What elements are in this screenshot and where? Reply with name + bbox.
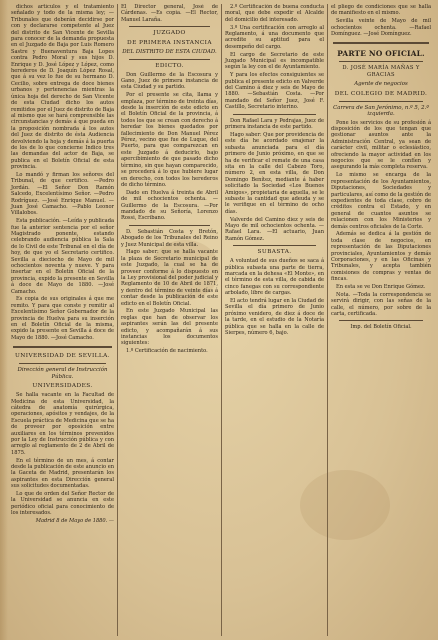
author-title: Agente de negocios [354, 81, 408, 88]
divider [233, 114, 316, 115]
paragraph: el pliego de condiciones que se halla de manifiesto en el mismo. [331, 4, 431, 17]
printer-line: Imp. del Boletín Oficial. [350, 324, 412, 331]
column-2 [118, 4, 222, 636]
paragraph: Don Rafael Lara y Pedrajas, Juez de primera instancia de este partido. [225, 117, 324, 131]
divider [129, 225, 210, 226]
section-subheading: DEL DISTRITO DE ESTA CIUDAD. [122, 49, 217, 56]
divider [19, 363, 106, 364]
paragraph: En el término de un mes, á contar desde la publicación de este anuncio en la Gaceta de Madrid, presentarán los aspirantes en esta Dirección general sus solicitudes documentadas. [11, 457, 115, 490]
divider [339, 320, 423, 321]
paragraph: Por el presente se cita, llama y emplaza, por término de treinta días, desde la inserción de este edicto en el Boletín Oficial de la provincia, á todos los que se crean con derecho á heredar los bienes quedados por fallecimiento de Don Manuel Pérez Pérez, vecino que fue de Luque, del Puerto, para que comparezcan en este Juzgado á deducirlo, bajo apercibimiento de que pasado dicho término, sin que hayan comparecido, se procederá á lo que hubiere lugar en derecho, con todos los herederos de dicho término. [121, 92, 218, 188]
paragraph: Hago saber: que se halla vacante la plaza de Secretario municipal de este Juzgado, la cual se ha de proveer conforme á lo dispuesto en la Ley provisional del poder judicial y Reglamento de 10 de Abril de 1871, y dentro del término de veinte días á contar desde la publicación de este edicto en el Boletín Oficial. [121, 249, 218, 307]
section-heading: JUZGADO [153, 30, 186, 37]
paragraph: Dado en Huelva á treinta de Abril de mil ochocientos ochenta. —Guillermo de la Escosura. —Por mandado de su Señoría, Lorenzo Rossi, Escribano. [121, 189, 218, 222]
section-subheading: Dirección general de Instrucción Pública. [17, 367, 108, 380]
paragraph: 2.º Certificación de buena conducta moral, que debe expedir el Alcalde del domicilio del interesado. [225, 4, 324, 23]
paragraph: Además se dedica á la gestión de toda clase de negocios, en representación de las Diputaciones provinciales, Ayuntamientos y demás Corporaciones, y en las Oficinas y Tribunales, y acepta también comisiones de compras y ventas de fincas. [331, 231, 431, 283]
paragraph: 1.º Certificación de nacimiento. [126, 348, 208, 355]
paragraph: En esta se ve Don Enrique Gómez. [336, 283, 426, 290]
paragraph: El cargo de Secretario de este Juzgado Municipal es incompatible según la ley con el de Ayuntamiento. [225, 51, 324, 71]
section-heading: PARTE NO OFICIAL. [337, 49, 425, 59]
paragraph: El Director general, José de Cárdenas. —Es copia. —El Rector, Manuel Laraña. [121, 4, 218, 23]
column-4 [328, 4, 434, 636]
section-divider [333, 42, 429, 44]
page-edge-shadow [0, 0, 8, 640]
divider [129, 59, 210, 60]
section-heading: DE PRIMERA INSTANCIA [127, 40, 212, 47]
divider [129, 26, 210, 27]
paragraph: Es copia de sus originales á que me remito. Y para que conste y remitir al Excelentísimo Señor Gobernador de la provincia de Huelva para su inserción en el Boletín Oficial de la misma, expido la presente en Sevilla á doce de Mayo de 1880. —José Camacho. [11, 296, 114, 341]
section-divider [13, 346, 112, 348]
paragraph: Y para los efectos consiguientes se publica el presente edicto en Valverde del Camino á diez y seis de Mayo de 1880. —Sebastián Costa. —Por mandado del Señor Juez, José F. Castillo, Secretario interino. [225, 72, 325, 111]
paragraph: Hago saber: Que por providencia de este día he acordado enajenar la subasta anunciada para el día primero de Junio próximo, en que se ha de verificar el remate de una casa sita en la calle del Cabezo Toro, número 2, en esta villa, de Don Domingo Benítez, mediante á haber solicitado la Sociedad «Los Buenos Amigos», propietaria de aquella, se le subaste la cantidad que adeuda y se le verifique en el término de ocho días. [225, 131, 324, 215]
paragraph: Lo mismo se encarga de la representación de los Ayuntamientos, Diputaciones, Sociedades y particulares, así como de la gestión de expedientes de toda clase, cobro de créditos contra el Estado, y en general de cuantos asuntos se relacionen con los Ministerios y demás centros oficiales de la Corte. [331, 172, 431, 230]
paragraph: Lo que de orden del Señor Rector de la Universidad se anuncia en este periódico oficial para conocimiento de los interesados. [11, 490, 114, 517]
paragraph: Valverde del Camino diez y seis de Mayo de mil ochocientos ochenta. —Rafael Lara. —El actuario, Juan Ramón Gómez. [225, 216, 324, 242]
paragraph: dichos artículos y el tratamiento señalado y todo de la misma ley; —Tribunales que deberán decidirse por con y declararse competente al Juez del distrito de San Vicente de Sevilla para conocer de la demanda propuesta en el Juzgado de Baja por Luis Romero Sastre y Buenaventura Baja Lopes contra Pedro Moral y sus hijos D. Enrique y D. José López y López, como herederos de D. Joaquín López Rosal, que á su vez lo fue de su hermano D. Cecilio, sobre entrega de doce bienes urbanos y pertenencias mientras la única hoja del derecho de San Vicente de esta Ciudad dicho los autos remitidos por el Juez de distrito de Baja al mismo que se hará comprensible las circunstancias y demás á que pueda en la proposición nombrada á los autos del Juez de distrito de ésta Audiencia devolviendo la hoja y demás á la puerta de los de lo que concierne Indico tres las demandas del actor de Baja, se publica en el Boletín Oficial de esta provincia. [11, 4, 114, 171]
author-address: Carrera de San Jerónimo, n.º 5, 2.º izquierda. [333, 104, 429, 118]
paragraph: El acto tendrá lugar en la Ciudad de Sevilla el día primero de Junio próximo venidero, de diez á doce de la tarde, en el estudio de la Notaría pública que se halla en la calle de Sierpes, número 6, bajo. [225, 298, 325, 337]
column-3 [222, 4, 328, 636]
section-heading: SUBASTA. [257, 249, 292, 256]
paragraph: D. Sebastián Costa y Bretón, Abogado de los Tribunales del Reino y Juez Municipal de esta villa. [121, 228, 218, 248]
divider [233, 245, 316, 246]
section-heading: UNIVERSIDADES. [32, 383, 93, 390]
column-1 [8, 4, 118, 636]
author-college: DEL COLEGIO DE MADRID. [334, 90, 428, 97]
paragraph: En este Juzgado Municipal las reglas que han de observar los aspirantes serán las del presente edicto, y acompañarán á sus instancias los documentos siguientes: [121, 308, 218, 347]
paragraph: Lo mandó y firman los señores del Tribunal, de que certifico. —Pedro Jordán. —El Señor Don Ramón Salcedo, Excelentísimo Señor. —Pedro Rodríguez. —José Enrique Manuel. —Juan José Camacho. —Pablo Leonor Villalobos. [11, 171, 114, 217]
paragraph: 3.º Una certificación con arreglo al Reglamento, á una documento que acredite su aptitud para el desempeño del cargo. [225, 24, 324, 50]
divider [339, 101, 423, 102]
paragraph: Nota. —Toda la correspondencia se servirá dirigir, con las señas de la calle, el número, por sobre de la carta, certificada. [331, 291, 431, 317]
paragraph: Se halla vacante en la Facultad de Medicina de esta Universidad, la cátedra de anatomía quirúrgica, operaciones, apósitos y vendajes, de la Escuela práctica de Medicina que se ha de proveer por oposición entre auxiliares en los términos prevenidos por la Ley de Instrucción pública y con arreglo al reglamento de 2 de Abril de 1875. [11, 392, 114, 456]
edict-heading: EDICTO. [155, 62, 184, 69]
text-columns [8, 4, 434, 636]
paragraph: Sevilla veinte de Mayo de mil ochocientos ochenta. —Rafael Domínguez. —José Domínguez. [331, 18, 431, 38]
section-heading: UNIVERSIDAD DE SEVILLA. [15, 353, 110, 360]
date-line: Madrid 8 de Mayo de 1880. — [35, 518, 114, 524]
author-name: D. JOSÉ MARÍA MAÑAS Y GRACIAS [342, 65, 420, 79]
paragraph: Pone los servicios de su profesión á disposición de los que tengan que gestionar asuntos ante la Administración Central, ya sean de carácter civil, militar o eclesiástico, ofreciendo la mayor actividad en los negocios que se le confíen y asegurando la más completa reserva. [331, 119, 431, 171]
paragraph: Don Guillermo de la Escosura y Gano, Juez de primera instancia de esta Ciudad y su partido. [121, 71, 218, 91]
paragraph: A voluntad de sus dueños se saca á pública subasta una parte de tierra, marcada en la dehesa «El Monte», en el término de esta villa, de cabida de cinco fanegas con su correspondiente arbolado, libre de cargas. [225, 258, 324, 297]
paragraph: Esta publicación. —Leída y publicada fue la anterior sentencia por el señor Magistrado ponente, estando celebrando audiencia pública la Sala de lo Civil de este Tribunal en el día de hoy, de que yo el Secretario certifico. Sevilla a dieciocho de Mayo de mil ochocientos noventa y nueve. Y para insertar en el Boletín Oficial de la provincia, expido la presente en Sevilla á doce de Mayo de 1880. —José Camacho. [11, 218, 114, 295]
divider [339, 61, 423, 62]
